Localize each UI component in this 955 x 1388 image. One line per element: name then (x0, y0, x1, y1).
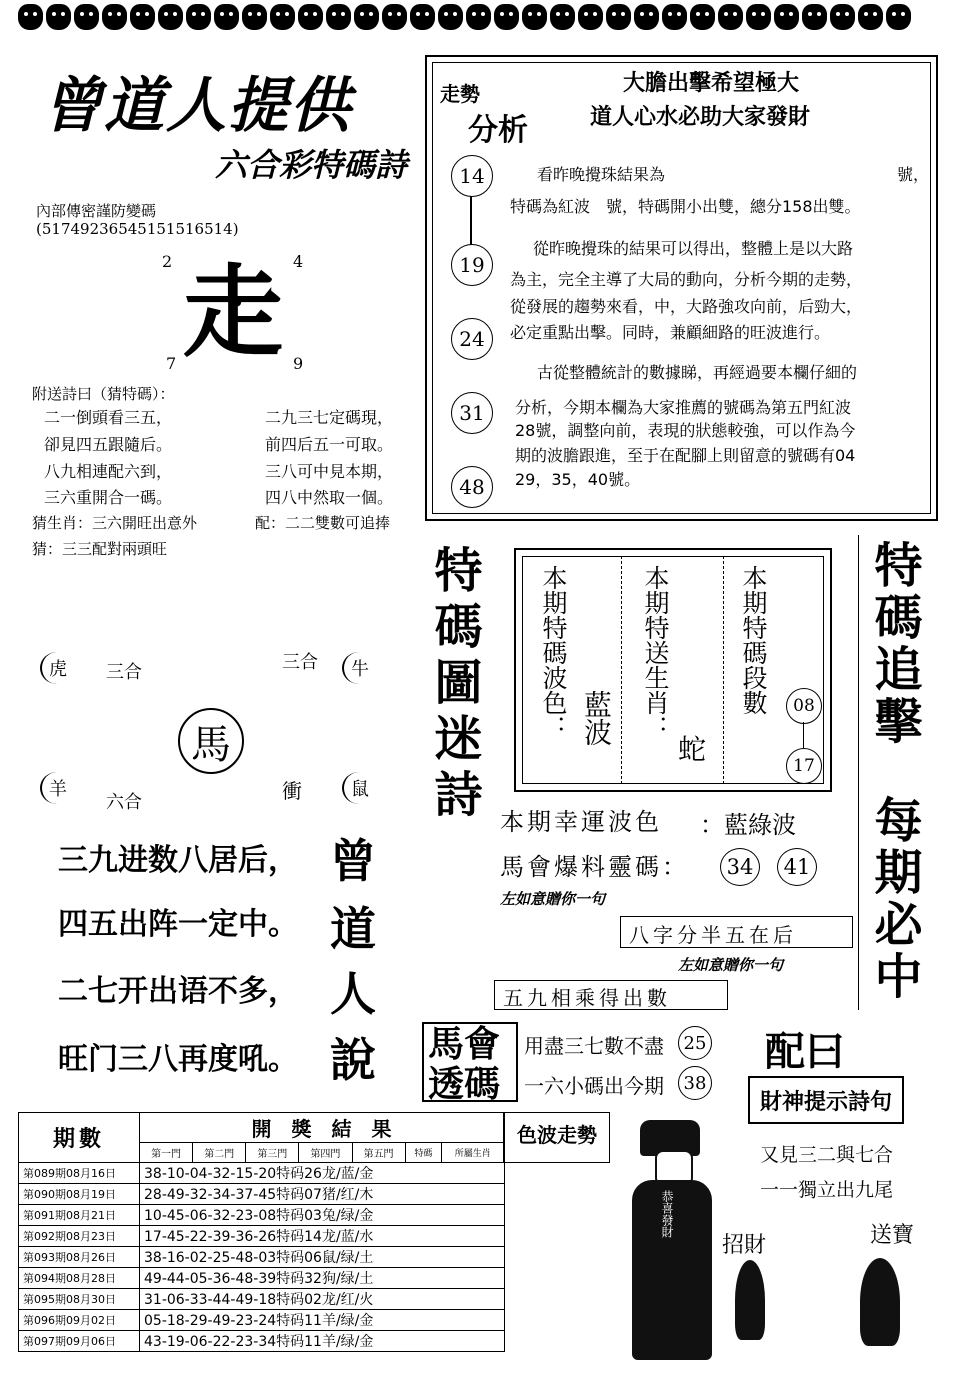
table-row (19, 1247, 610, 1268)
scroll-divider (621, 556, 622, 784)
sub-column: 第四門 (299, 1143, 352, 1163)
analysis-number: 48 (451, 466, 493, 508)
poem-line: 前四后五一可取。 (265, 435, 394, 454)
poem-line: 二一倒頭看三五， (44, 408, 173, 427)
period-cell: 第092期08月23日 (19, 1226, 140, 1247)
period-cell: 第096期09月02日 (19, 1310, 140, 1331)
border-ox-icon (746, 4, 771, 30)
result-cell: 31-06-33-44-49-18特码02龙/红/火 (140, 1289, 505, 1310)
analysis-number: 24 (451, 318, 493, 360)
hk-tip-number: 25 (678, 1026, 712, 1060)
border-ox-icon (186, 4, 211, 30)
result-cell: 43-19-06-22-23-34特码11羊/绿/金 (140, 1331, 505, 1352)
border-ox-icon (214, 4, 239, 30)
analysis-text: 分析，今期本欄為大家推薦的號碼為第五門紅波 (515, 398, 852, 417)
scroll-col2-value: 蛇 (678, 733, 707, 766)
col-wave-header: 色波走勢 (504, 1113, 610, 1163)
coin-figure-left (735, 1260, 765, 1340)
result-cell: 38-16-02-25-48-03特码06鼠/绿/土 (140, 1247, 505, 1268)
poem-author-char: 人 (330, 967, 376, 1021)
sub-column: 第三門 (246, 1143, 299, 1163)
poem-author-char: 道 (330, 902, 376, 956)
border-ox-icon (494, 4, 519, 30)
pei-left-word: 招財 (722, 1233, 767, 1258)
sub-column: 特碼 (405, 1143, 442, 1163)
lucky-gift-1: 左如意贈你一句 (500, 890, 606, 908)
analysis-header-1: 大膽出擊希望極大 (623, 71, 800, 96)
period-cell: 第091期08月21日 (19, 1205, 140, 1226)
hk-tip-line-2: 一六小碼出今期 (524, 1074, 664, 1098)
pei-line-2: 一一獨立出九尾 (760, 1179, 894, 1201)
chase-top: 特碼追擊 (866, 540, 922, 748)
border-ox-icon (74, 4, 99, 30)
table-row (19, 1331, 610, 1352)
poem-line: 三六重開合一碼。 (44, 488, 173, 507)
border-ox-icon (662, 4, 687, 30)
sub-column: 第二門 (193, 1143, 246, 1163)
border-ox-icon (550, 4, 575, 30)
table-row (19, 1205, 610, 1226)
period-cell: 第090期08月19日 (19, 1184, 140, 1205)
results-table (18, 1112, 610, 1352)
border-ox-icon (242, 4, 267, 30)
analysis-text: 29，35，40號。 (515, 470, 641, 489)
vertical-banner: 特碼圖迷詩 (426, 545, 482, 825)
table-row (19, 1310, 610, 1331)
border-ox-icon (270, 4, 295, 30)
analysis-tag-bottom: 分析 (468, 113, 528, 148)
poem-line: 四八中然取一個。 (265, 488, 394, 507)
analysis-text: 特碼為紅波 號，特碼開小出雙，總分158出雙。 (510, 197, 861, 216)
border-ox-icon (578, 4, 603, 30)
border-ox-icon (354, 4, 379, 30)
border-ox-icon (130, 4, 155, 30)
lucky-tip-label: 馬會爆料靈碼： (500, 853, 689, 881)
border-ox-icon (830, 4, 855, 30)
border-ox-icon (18, 4, 43, 30)
analysis-text: 古從整體統計的數據睇，再經過要本欄仔細的 (537, 363, 858, 382)
sub-column: 第一門 (140, 1143, 193, 1163)
hk-tip-number: 38 (678, 1066, 712, 1100)
pei-title: 配曰 (765, 1029, 845, 1075)
lucky-wave-value: ：藍綠波 (700, 811, 796, 839)
col-result-header: 開 獎 結 果 (140, 1113, 505, 1143)
secret-heading: 內部傳密謹防變碼 (36, 202, 157, 220)
border-ox-icon (774, 4, 799, 30)
period-cell: 第095期08月30日 (19, 1289, 140, 1310)
match-line: 配：二二雙數可追捧 (255, 514, 391, 532)
analysis-text: 期的波膽跟進，至于在配腳上則留意的號碼有04 (515, 446, 856, 465)
table-row (19, 1184, 610, 1205)
border-ox-icon (382, 4, 407, 30)
border-ox-icon (718, 4, 743, 30)
analysis-text: 號， (897, 165, 930, 184)
table-row (19, 1289, 610, 1310)
scroll-number: 17 (786, 748, 822, 784)
poem-line: 八九相連配六到， (44, 462, 173, 481)
chase-bottom: 每期必中 (866, 795, 922, 1003)
zodiac-sheep: 羊 (40, 772, 74, 804)
border-ox-icon (410, 4, 435, 30)
analysis-text: 從發展的趨勢來看，中，大路強攻向前，后勁大， (510, 297, 863, 316)
liu-he: 六合 (106, 792, 142, 813)
corner-number: 7 (166, 354, 177, 373)
border-ox-icon (634, 4, 659, 30)
pei-box: 財神提示詩句 (748, 1076, 904, 1124)
analysis-header-2: 道人心水必助大家發財 (590, 105, 811, 130)
main-character: 走 (183, 253, 283, 371)
brand-subtitle: 六合彩特碼詩 (215, 146, 408, 184)
result-cell: 38-10-04-32-15-20特码26龙/蓝/金 (140, 1163, 505, 1184)
bottom-poem-line: 三九进数八居后， (58, 843, 298, 878)
sub-column: 第五門 (352, 1143, 405, 1163)
bottom-poem-line: 四五出阵一定中。 (58, 907, 298, 942)
analysis-text: 為主，完全主導了大局的動向，分析今期的走勢， (510, 270, 863, 289)
border-ox-icon (690, 4, 715, 30)
pei-line-1: 又見三二與七合 (760, 1144, 894, 1166)
border-ox-icon (886, 4, 911, 30)
poem-heading: 附送詩曰（猜特碼）： (32, 385, 175, 403)
analysis-text: 從昨晚攪珠的結果可以得出，整體上是以大路 (533, 239, 854, 258)
lucky-box-2: 五九相乘得出數 (494, 980, 728, 1010)
border-ox-icon (606, 4, 631, 30)
table-row (19, 1268, 610, 1289)
analysis-text: 看昨晚攪珠結果為 (537, 165, 666, 184)
zodiac-ox: 牛 (342, 652, 376, 684)
coin-figure-right (860, 1258, 900, 1346)
border-ox-icon (158, 4, 183, 30)
corner-number: 4 (293, 252, 304, 271)
guess-line: 猜：三三配對兩頭旺 (32, 540, 168, 558)
poem-line: 二九三七定碼現， (265, 408, 394, 427)
secret-code: (51749236545151516514) (36, 220, 239, 238)
bottom-poem-line: 二七开出语不多， (58, 974, 298, 1009)
lucky-tip-number: 41 (777, 848, 817, 886)
border-ox-icon (802, 4, 827, 30)
san-he-left: 三合 (106, 662, 142, 683)
result-cell: 28-49-32-34-37-45特码07猪/红/木 (140, 1184, 505, 1205)
san-he-right: 三合 (282, 652, 318, 673)
period-cell: 第089期08月16日 (19, 1163, 140, 1184)
zodiac-guess-line: 猜生肖：三六開旺出意外 (32, 514, 198, 532)
border-ox-icon (326, 4, 351, 30)
scroll-connector (803, 722, 804, 748)
corner-number: 2 (162, 252, 173, 271)
scroll-col3-label: 本期特碼段數 (739, 565, 768, 715)
analysis-text: 28號，調整向前，表現的狀態較強，可以作為今 (515, 421, 856, 440)
hk-tip-line-1: 用盡三七數不盡 (524, 1034, 664, 1058)
border-ox-icon (858, 4, 883, 30)
table-row (19, 1226, 610, 1247)
analysis-text: 必定重點出擊。同時，兼顧細路的旺波進行。 (510, 323, 831, 342)
chong: 衝 (282, 779, 302, 803)
figure-label: 恭喜發財 (660, 1190, 674, 1238)
result-cell: 05-18-29-49-23-24特码11羊/绿/金 (140, 1310, 505, 1331)
brand-title: 曾道人提供 (42, 71, 352, 141)
border-ox-icon (522, 4, 547, 30)
corner-number: 9 (293, 354, 304, 373)
table-row (19, 1163, 610, 1184)
border-ox-icon (46, 4, 71, 30)
poem-line: 卻見四五跟隨后。 (44, 435, 173, 454)
lucky-tip-number: 34 (720, 848, 760, 886)
sub-column: 所屬生肖 (442, 1143, 504, 1163)
lucky-wave-label: 本期幸運波色 (500, 808, 662, 836)
border-ox-icon (298, 4, 323, 30)
number-column-line (470, 195, 472, 245)
lucky-box-1: 八字分半五在后 (620, 916, 853, 948)
analysis-number: 31 (451, 392, 493, 434)
zodiac-tiger: 虎 (40, 652, 74, 684)
scroll-col1-label: 本期特碼波色： (539, 565, 568, 740)
analysis-number: 19 (451, 244, 493, 286)
zodiac-rat: 鼠 (342, 772, 376, 804)
analysis-tag-top: 走勢 (440, 82, 480, 106)
result-cell: 10-45-06-32-23-08特码03兔/绿/金 (140, 1205, 505, 1226)
chase-divider (858, 535, 859, 1010)
border-ox-icon (438, 4, 463, 30)
poem-author-char: 說 (330, 1033, 376, 1087)
period-cell: 第097期09月06日 (19, 1331, 140, 1352)
hk-tip-label: 馬會透碼 (428, 1023, 501, 1105)
result-cell: 17-45-22-39-36-26特码14龙/蓝/水 (140, 1226, 505, 1247)
analysis-number: 14 (451, 155, 493, 197)
period-cell: 第094期08月28日 (19, 1268, 140, 1289)
poem-author-char: 曾 (330, 834, 376, 888)
scroll-number: 08 (786, 688, 822, 724)
bottom-poem-line: 旺门三八再度吼。 (58, 1042, 298, 1077)
col-period-header: 期數 (19, 1113, 140, 1163)
lucky-gift-2: 左如意贈你一句 (678, 956, 784, 974)
pei-right-word: 送寶 (870, 1223, 915, 1248)
result-cell: 49-44-05-36-48-39特码32狗/绿/土 (140, 1268, 505, 1289)
period-cell: 第093期08月26日 (19, 1247, 140, 1268)
scroll-col1-value: 藍波 (580, 690, 613, 746)
poem-line: 三八可中見本期， (265, 462, 394, 481)
border-ox-icon (102, 4, 127, 30)
zodiac-center-horse: 馬 (178, 708, 244, 774)
top-decorative-border (18, 4, 938, 42)
border-ox-icon (466, 4, 491, 30)
scroll-divider (723, 556, 724, 784)
scroll-col2-label: 本期特送生肖： (641, 565, 670, 740)
